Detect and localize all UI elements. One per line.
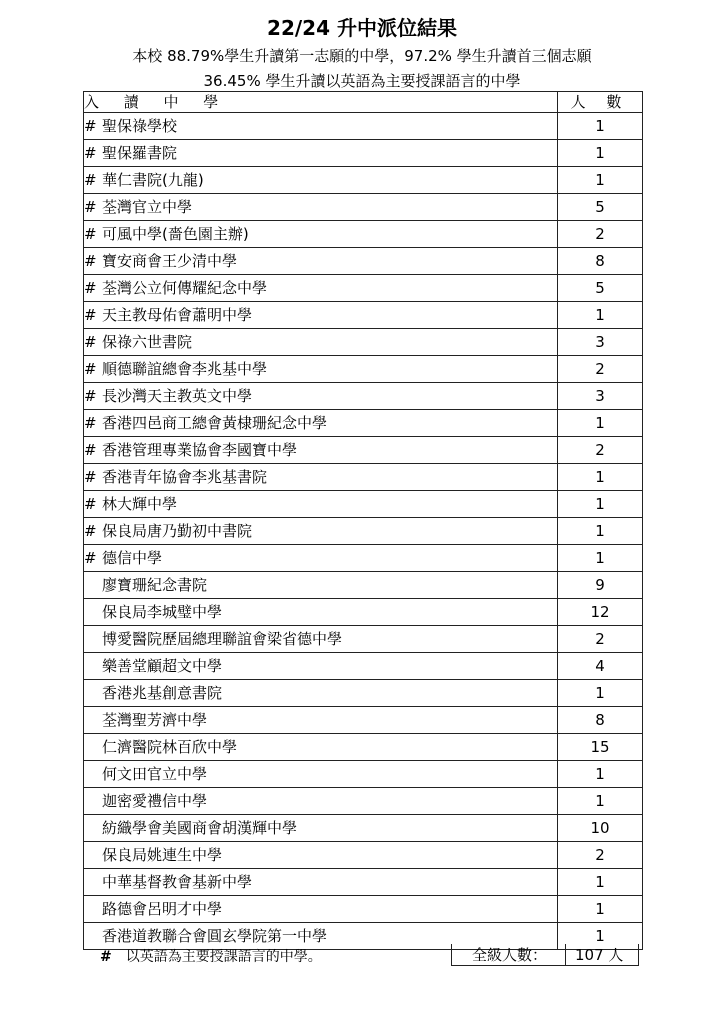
table-row xyxy=(84,815,643,842)
table-row xyxy=(84,383,643,410)
school-name: 荃灣公立何傳耀紀念中學 xyxy=(102,279,268,297)
school-name: 荃灣官立中學 xyxy=(102,198,193,216)
school-cell xyxy=(84,518,558,545)
english-medium-mark: # xyxy=(84,414,97,432)
table-row xyxy=(84,734,643,761)
table-row xyxy=(84,302,643,329)
summary-line-2: 36.45% 學生升讀以英語為主要授課語言的中學 xyxy=(203,72,521,90)
table-row xyxy=(84,761,643,788)
school-cell xyxy=(84,167,558,194)
english-medium-mark: # xyxy=(84,279,97,297)
school-cell xyxy=(84,410,558,437)
school-name: 中華基督教會基新中學 xyxy=(102,873,253,891)
school-cell xyxy=(84,464,558,491)
school-cell xyxy=(84,626,558,653)
summary-line-1: 本校 88.79%學生升讀第一志願的中學，97.2% 學生升讀首三個志願 xyxy=(132,47,592,65)
school-name: 順德聯誼總會李兆基中學 xyxy=(102,360,268,378)
school-cell xyxy=(84,329,558,356)
document-title: 22/24 升中派位結果 xyxy=(267,16,457,40)
results-table xyxy=(83,91,643,950)
student-count-cell: 1 xyxy=(558,167,643,194)
total-box xyxy=(451,944,639,966)
school-name: 廖寶珊紀念書院 xyxy=(102,576,208,594)
footnote-mark: # xyxy=(100,949,112,965)
student-count-cell: 8 xyxy=(558,248,643,275)
school-cell xyxy=(84,302,558,329)
school-cell xyxy=(84,140,558,167)
english-medium-mark: # xyxy=(84,117,97,135)
table-row xyxy=(84,518,643,545)
school-name: 聖保祿學校 xyxy=(102,117,178,135)
school-name: 迦密愛禮信中學 xyxy=(102,792,208,810)
table-row xyxy=(84,437,643,464)
english-medium-mark: # xyxy=(84,549,97,567)
student-count-cell: 1 xyxy=(558,518,643,545)
school-cell xyxy=(84,761,558,788)
english-medium-mark: # xyxy=(84,522,97,540)
school-name: 保祿六世書院 xyxy=(102,333,193,351)
student-count-cell: 1 xyxy=(558,491,643,518)
table-row xyxy=(84,896,643,923)
english-medium-mark: # xyxy=(84,144,97,162)
table-row xyxy=(84,248,643,275)
school-name: 可風中學(嗇色園主辦) xyxy=(102,225,249,243)
school-name: 長沙灣天主教英文中學 xyxy=(102,387,253,405)
student-count-cell: 1 xyxy=(558,923,643,950)
table-row xyxy=(84,491,643,518)
school-name: 紡織學會美國商會胡漢輝中學 xyxy=(102,819,298,837)
english-medium-mark: # xyxy=(84,171,97,189)
school-cell xyxy=(84,815,558,842)
student-count-cell: 1 xyxy=(558,896,643,923)
school-name: 華仁書院(九龍) xyxy=(102,171,204,189)
english-medium-mark: # xyxy=(84,252,97,270)
student-count-cell: 1 xyxy=(558,140,643,167)
table-row xyxy=(84,842,643,869)
school-name: 保良局姚連生中學 xyxy=(102,846,223,864)
school-cell xyxy=(84,734,558,761)
student-count-cell: 15 xyxy=(558,734,643,761)
student-count-cell: 9 xyxy=(558,572,643,599)
footnote-text: 以英語為主要授課語言的中學。 xyxy=(125,949,322,965)
student-count-cell: 1 xyxy=(558,788,643,815)
total-label: 全級人數： xyxy=(472,946,548,964)
school-cell xyxy=(84,194,558,221)
english-medium-mark: # xyxy=(84,468,97,486)
school-name: 寶安商會王少清中學 xyxy=(102,252,238,270)
table-row xyxy=(84,221,643,248)
table-row xyxy=(84,680,643,707)
school-cell xyxy=(84,356,558,383)
school-name: 保良局唐乃勤初中書院 xyxy=(102,522,253,540)
table-row xyxy=(84,194,643,221)
student-count-cell: 4 xyxy=(558,653,643,680)
student-count-cell: 2 xyxy=(558,221,643,248)
english-medium-mark: # xyxy=(84,225,97,243)
total-value: 107 人 xyxy=(575,946,624,964)
table-row xyxy=(84,275,643,302)
school-name: 德信中學 xyxy=(102,549,163,567)
school-name: 荃灣聖芳濟中學 xyxy=(102,711,208,729)
student-count-cell: 2 xyxy=(558,356,643,383)
school-cell xyxy=(84,599,558,626)
school-cell xyxy=(84,221,558,248)
english-medium-mark: # xyxy=(84,495,97,513)
student-count-cell: 5 xyxy=(558,275,643,302)
table-header-row xyxy=(84,92,643,113)
english-medium-mark: # xyxy=(84,306,97,324)
school-cell xyxy=(84,572,558,599)
table-row xyxy=(84,707,643,734)
student-count-cell: 1 xyxy=(558,464,643,491)
student-count-cell: 10 xyxy=(558,815,643,842)
school-cell xyxy=(84,653,558,680)
student-count-cell: 1 xyxy=(558,761,643,788)
student-count-cell: 1 xyxy=(558,113,643,140)
student-count-cell: 3 xyxy=(558,383,643,410)
school-cell xyxy=(84,707,558,734)
table-row xyxy=(84,572,643,599)
school-cell xyxy=(84,680,558,707)
table-row xyxy=(84,626,643,653)
table-row xyxy=(84,653,643,680)
school-cell xyxy=(84,896,558,923)
student-count-cell: 2 xyxy=(558,437,643,464)
table-row xyxy=(84,545,643,572)
school-name: 聖保羅書院 xyxy=(102,144,178,162)
school-cell xyxy=(84,545,558,572)
school-name: 香港四邑商工總會黃棣珊紀念中學 xyxy=(102,414,328,432)
student-count-cell: 1 xyxy=(558,680,643,707)
school-cell xyxy=(84,383,558,410)
school-cell xyxy=(84,248,558,275)
school-name: 香港管理專業協會李國寶中學 xyxy=(102,441,298,459)
school-name: 香港青年協會李兆基書院 xyxy=(102,468,268,486)
table-row xyxy=(84,869,643,896)
english-medium-mark: # xyxy=(84,441,97,459)
english-medium-mark: # xyxy=(84,387,97,405)
english-medium-mark: # xyxy=(84,333,97,351)
student-count-cell: 1 xyxy=(558,302,643,329)
footnote xyxy=(100,946,322,968)
school-name: 保良局李城璧中學 xyxy=(102,603,223,621)
school-cell xyxy=(84,275,558,302)
table-row xyxy=(84,167,643,194)
school-cell xyxy=(84,491,558,518)
school-name: 何文田官立中學 xyxy=(102,765,208,783)
school-name: 路德會呂明才中學 xyxy=(102,900,223,918)
school-name: 仁濟醫院林百欣中學 xyxy=(102,738,238,756)
school-cell xyxy=(84,113,558,140)
student-count-cell: 5 xyxy=(558,194,643,221)
table-row xyxy=(84,329,643,356)
total-divider xyxy=(565,944,566,966)
school-cell xyxy=(84,842,558,869)
table-row xyxy=(84,140,643,167)
school-name: 天主教母佑會蕭明中學 xyxy=(102,306,253,324)
count-column-header: 人 數 xyxy=(558,92,643,113)
table-row xyxy=(84,464,643,491)
student-count-cell: 8 xyxy=(558,707,643,734)
student-count-cell: 1 xyxy=(558,869,643,896)
school-cell xyxy=(84,788,558,815)
english-medium-mark: # xyxy=(84,360,97,378)
table-row xyxy=(84,113,643,140)
table-row xyxy=(84,788,643,815)
school-cell xyxy=(84,437,558,464)
school-name: 樂善堂顧超文中學 xyxy=(102,657,223,675)
school-name: 林大輝中學 xyxy=(102,495,178,513)
student-count-cell: 2 xyxy=(558,842,643,869)
school-cell xyxy=(84,869,558,896)
school-column-header: 入 讀 中 學 xyxy=(84,92,558,113)
english-medium-mark: # xyxy=(84,198,97,216)
table-body xyxy=(84,113,643,950)
student-count-cell: 1 xyxy=(558,545,643,572)
student-count-cell: 12 xyxy=(558,599,643,626)
student-count-cell: 2 xyxy=(558,626,643,653)
table-row xyxy=(84,410,643,437)
student-count-cell: 3 xyxy=(558,329,643,356)
school-name: 博愛醫院歷屆總理聯誼會梁省德中學 xyxy=(102,630,343,648)
student-count-cell: 1 xyxy=(558,410,643,437)
school-name: 香港兆基創意書院 xyxy=(102,684,223,702)
school-name: 香港道教聯合會圓玄學院第一中學 xyxy=(102,927,328,945)
table-row xyxy=(84,599,643,626)
table-row xyxy=(84,356,643,383)
